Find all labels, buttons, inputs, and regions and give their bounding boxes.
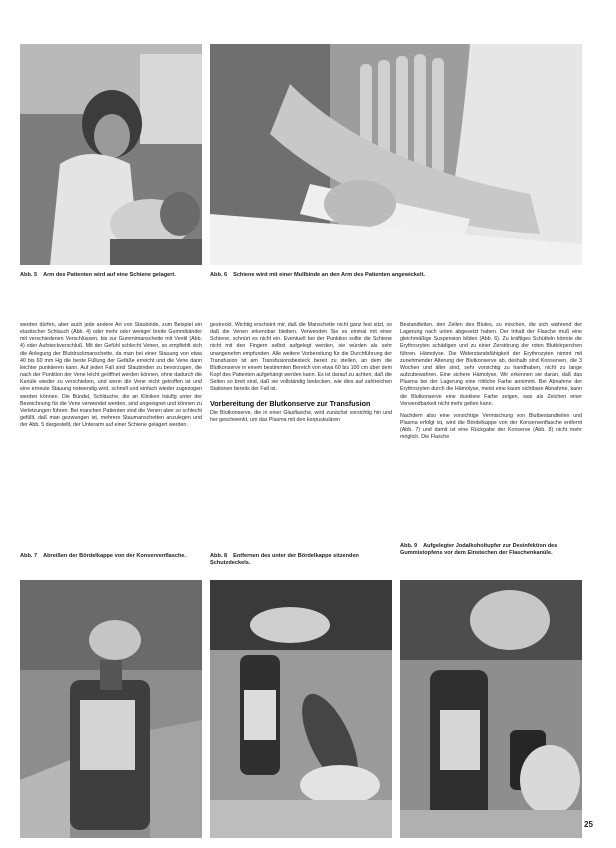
text-column-2 — [210, 322, 392, 424]
caption-abb5-text: Arm des Patienten wird auf eine Schiene gelagert. — [43, 272, 176, 278]
column-3-paragraph: Bestandteilen, den Zellen des Blutes, zu mischen, die sich während der Lagerung nach unten abgesetzt haben. Der Inhalt der Flasche muß eine gleichmäßige Suspension bilden (Abb. 6). Zu kräftiges Schütteln könnte die Erythrozyten schädigen und zu einer Zerstörung der roten Blutkörperchen führen. Hämolyse. Die Widerstandsfähigkeit der Erythrozyten nimmt mit zunehmender Alterung der Blutkonserve ab, deshalb sind Konserven, die 3 Wochen und älter sind, sehr vorsichtig zu handhaben, nicht zu lange aufzubewahren. Eine sichere Hämolyse, Wir erkennen sie daran, daß das Plasma bei der Lagerung eine rötliche Farbe annimmt. Bei Abnahme der Erythrozyten durch die Hämolyse, meist eine kaum sichtbare Abnahme, kann die Blutkonserve eine dunklere Farbe zeigen, was als Zeichen einer Verwendbarkeit nicht mehr gelten kann. — [400, 322, 582, 407]
page-number: 25 — [584, 820, 593, 829]
text-column-1 — [20, 322, 202, 429]
text-column-3 — [400, 322, 582, 442]
column-1-paragraph: werden dürfen, aber auch jede andere Art von Staubinde, zum Beispiel ein elastischer Schlauch (Abb. 4) oder mehr oder weniger breite Gummibänder mit verschiedenen Verschlüssen, bis zur Gummimanschette mit Ventil (Abb. 4) oder Aufsteckverschluß. Mit der Gefühl schlecht Venen, so empfiehlt sich die Anlegung der Blutdruckmanschette, da man bei einer Stauung von etwa 40 bis 60 mm Hg die beste Füllung der Gefäße erreicht und die Vene dann leichter punktieren kann. Auf jeden Fall sind Staubinden zu bevorzugen, die nach der Punktion der Vene leicht geöffnet werden können, ohne dadurch die Kanüle wieder zu verschieben, und wenn die Vene nicht getroffen ist und eine erneute Stauung notwendig wird, schnell und einfach wieder zugezogen werden können. Die Bündel, Schläuche, die an Kliniken häufig unter der Bezeichnung für die Vene verwendet werden, sind ungeeignet und können zu Verletzungen führen. Bei manchen Patienten sind die Venen aber so schlecht gefüllt, daß man gezwungen ist, mehrere Staumanschetten anzulegen und der Abb. 5 dargestellt, der Unterarm auf einer Schiene gelagert werden. — [20, 322, 202, 429]
caption-abb7 — [20, 553, 202, 560]
caption-abb8 — [210, 553, 392, 567]
caption-abb9-text: Aufgelegter Jodalkoholtupfer zur Desinfektion des Gummistopfens vor dem Einstechen der Flaschenkanüle. — [400, 543, 558, 556]
photo-removing-protective-cap — [210, 580, 392, 838]
caption-abb9-label: Abb. 9 — [400, 543, 418, 549]
section-heading: Vorbereitung der Blutkonserve zur Transfusion — [210, 398, 371, 408]
caption-abb7-label: Abb. 7 — [20, 553, 38, 559]
caption-abb9 — [400, 543, 582, 557]
caption-abb6-text: Schiene wird mit einer Mullbinde an den Arm des Patienten angewickelt. — [233, 272, 425, 278]
column-2-paragraph-2: Die Blutkonserve, die in einer Glasflasche, wird zunächst vorsichtig hin und her geschwenkt, um das Plasma mit den korpuskulären — [210, 409, 392, 424]
photo-arm-bandaging — [210, 44, 582, 265]
caption-abb6 — [210, 272, 582, 279]
photo-removing-crimp-cap — [20, 580, 202, 838]
caption-abb5-label: Abb. 5 — [20, 272, 38, 278]
caption-abb8-text: Entfernen des unter der Bördelkappe sitzenden Schutzdeckels. — [210, 553, 359, 566]
caption-abb6-label: Abb. 6 — [210, 272, 228, 278]
column-2-paragraph: gestreckt. Wichtig erscheint mir, daß die Manschette nicht ganz fest sitzt, so daß die Venen erkennbar bleiben. Verwenden Sie es einmal mit einer Schiene, schnürt es nicht ein. Eventuell bei der Punktion sollte die Schiene nicht mit den Fingern selbst aufgelegt werden, sie würden als sehr unangenehm empfunden. Alle weitere Vorbereitung für die Durchführung der Transfusion ist am Transfusionsbesteck bereit zu stellen, an dem die Blutkonserve in einem bestimmten Bereich von etwa 60 bis 100 cm über dem Kopf des Patienten aufgehängt werden kann. Es ist darauf zu achten, daß die Seiten so breit sind, daß sie vollständig bedecken, wie dies auf zahlreichen Stationen bereits der Fall ist. — [210, 322, 392, 393]
caption-abb8-label: Abb. 8 — [210, 553, 228, 559]
column-3-paragraph-2: Nachdem also eine vorsichtige Vermischung von Blutbestandteilen und Plasma erfolgt ist, wird die Bördelkappe von der Konservenflasche entfernt (Abb. 7) und damit ist eine Rückgabe der Konserve (Abb. 8) nicht mehr möglich. Die Flasche — [400, 412, 582, 441]
photo-iodine-swab-disinfection — [400, 580, 582, 838]
caption-abb5 — [20, 272, 202, 279]
photo-nurse-with-patient — [20, 44, 202, 265]
caption-abb7-text: Abreißen der Bördelkappe von der Konservenflasche. — [43, 553, 187, 559]
